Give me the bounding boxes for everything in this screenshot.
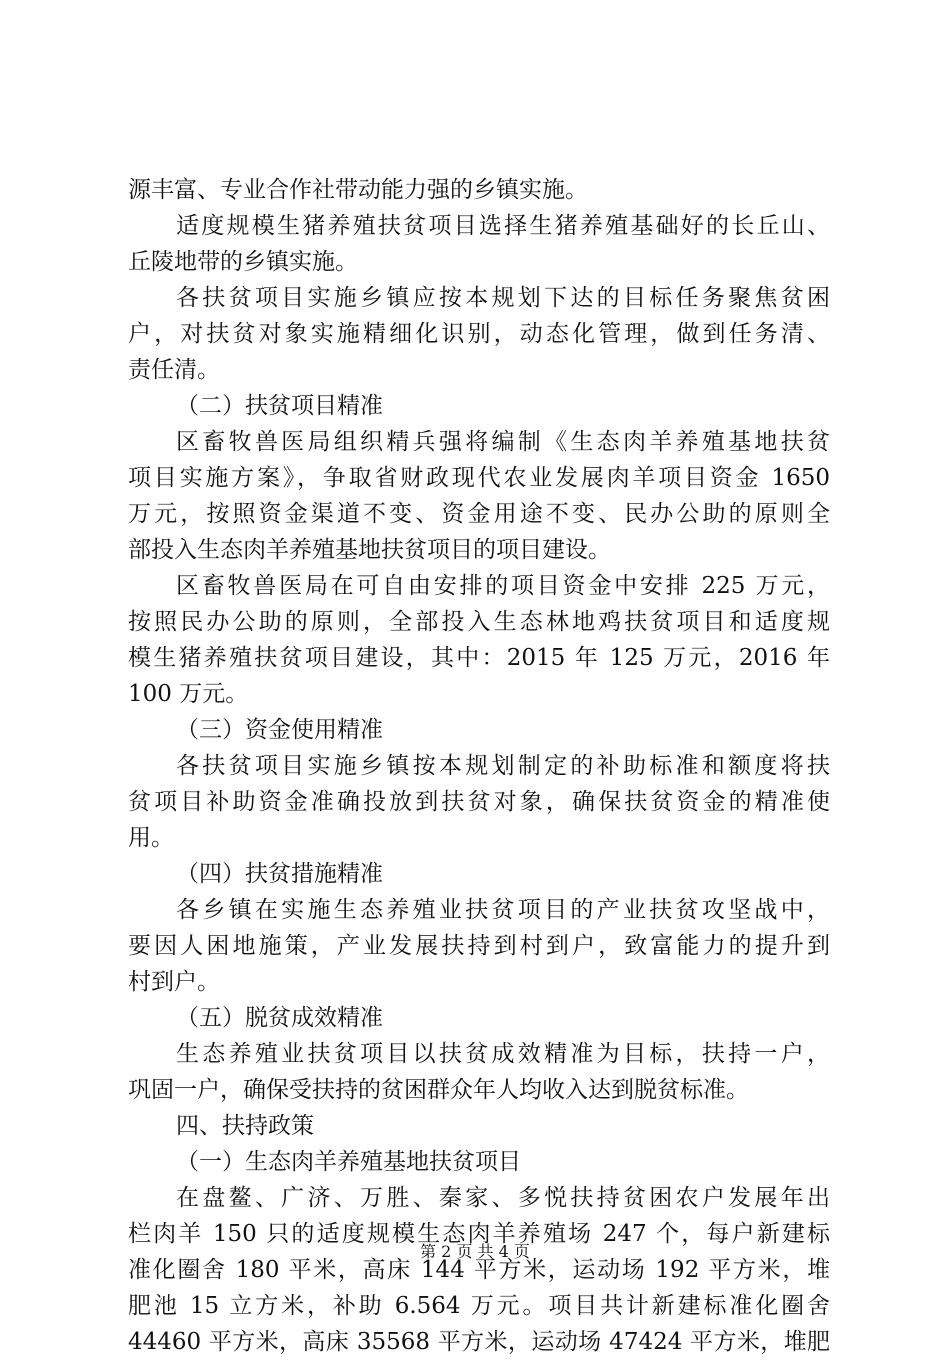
document-body: [128, 172, 830, 1360]
paragraph-line: 44460 平方米，高床 35568 平方米，运动场 47424 平方米，堆肥: [128, 1329, 830, 1355]
paragraph-line: 村到户。: [128, 969, 220, 995]
paragraph-line: 万元，按照资金渠道不变、资金用途不变、民办公助的原则全: [128, 501, 830, 527]
section-heading: （四）扶贫措施精准: [176, 861, 383, 887]
paragraph-line: 丘陵地带的乡镇实施。: [128, 249, 358, 275]
paragraph-line: 贫项目补助资金准确投放到扶贫对象，确保扶贫资金的精准使: [128, 789, 830, 815]
section-heading: （二）扶贫项目精准: [176, 393, 383, 419]
section-heading: （一）生态肉羊养殖基地扶贫项目: [176, 1149, 521, 1175]
paragraph-line: 各扶贫项目实施乡镇按本规划制定的补助标准和额度将扶: [176, 753, 830, 779]
paragraph-line: 各扶贫项目实施乡镇应按本规划下达的目标任务聚焦贫困: [176, 285, 830, 311]
paragraph-line: 巩固一户，确保受扶持的贫困群众年人均收入达到脱贫标准。: [128, 1077, 749, 1103]
paragraph-line: 准化圈舍 180 平米，高床 144 平方米，运动场 192 平方米，堆: [128, 1257, 830, 1283]
section-heading: （五）脱贫成效精准: [176, 1005, 383, 1031]
paragraph-line: 要因人困地施策，产业发展扶持到村到户，致富能力的提升到: [128, 933, 830, 959]
paragraph-line: 肥池 15 立方米，补助 6.564 万元。项目共计新建标准化圈舍: [128, 1293, 830, 1319]
paragraph-line: 模生猪养殖扶贫项目建设，其中：2015 年 125 万元，2016 年: [128, 645, 830, 671]
paragraph-line: 栏肉羊 150 只的适度规模生态肉羊养殖场 247 个，每户新建标: [128, 1221, 830, 1247]
page-number-footer: 第 2 页 共 4 页: [420, 1242, 530, 1261]
paragraph-line: 区畜牧兽医局在可自由安排的项目资金中安排 225 万元，: [176, 573, 830, 599]
paragraph-line: 100 万元。: [128, 681, 249, 707]
paragraph-line: 在盘鳌、广济、万胜、秦家、多悦扶持贫困农户发展年出: [176, 1185, 830, 1211]
paragraph-line: 项目实施方案》，争取省财政现代农业发展肉羊项目资金 1650: [128, 465, 830, 491]
paragraph-line: 户，对扶贫对象实施精细化识别，动态化管理，做到任务清、: [128, 321, 830, 347]
paragraph-line: 生态养殖业扶贫项目以扶贫成效精准为目标，扶持一户，: [176, 1041, 830, 1067]
paragraph-line: 各乡镇在实施生态养殖业扶贫项目的产业扶贫攻坚战中，: [176, 897, 830, 923]
paragraph-line: 区畜牧兽医局组织精兵强将编制《生态肉羊养殖基地扶贫: [176, 429, 830, 455]
paragraph-line: 按照民办公助的原则，全部投入生态林地鸡扶贫项目和适度规: [128, 609, 830, 635]
section-heading: （三）资金使用精准: [176, 717, 383, 743]
paragraph-line: 用。: [128, 825, 174, 851]
paragraph-line: 适度规模生猪养殖扶贫项目选择生猪养殖基础好的长丘山、: [176, 213, 830, 239]
chapter-heading: 四、扶持政策: [176, 1113, 314, 1139]
paragraph-line: 责任清。: [128, 357, 220, 383]
paragraph-line: 部投入生态肉羊养殖基地扶贫项目的项目建设。: [128, 537, 611, 563]
paragraph-line: 源丰富、专业合作社带动能力强的乡镇实施。: [128, 177, 588, 203]
